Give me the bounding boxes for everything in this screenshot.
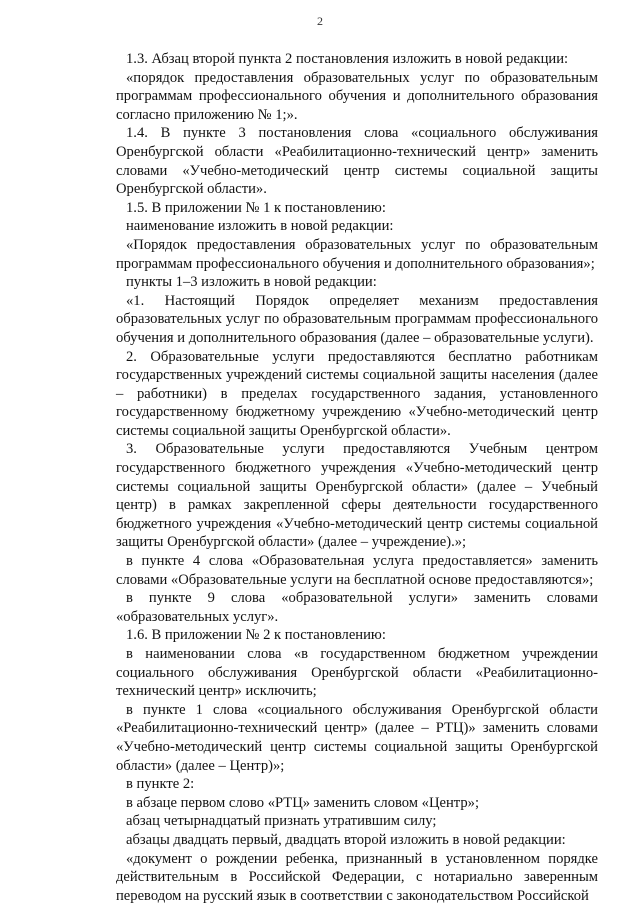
paragraph-point-2-header: в пункте 2: (126, 776, 195, 793)
document-body (116, 50, 598, 905)
paragraph-first-abzac: в абзаце первом слово «РТЦ» заменить словом «Центр»; (126, 794, 480, 811)
paragraph-point-4-change: в пункте 4 слова «Образовательная услуга предоставляется» заменить словами «Образовательные услуги на бесплатной основе предоставляются»; (116, 553, 598, 588)
paragraph-quote-order-title: «порядок предоставления образовательных услуг по образовательным программам профессионального обучения и дополнительного образования согласно приложению № 1;». (116, 69, 598, 123)
paragraph-points-1-3: пункты 1–3 изложить в новой редакции: (126, 274, 377, 291)
paragraph-point-1: «1. Настоящий Порядок определяет механизм предоставления образовательных услуг по образовательным программам профессионального обучения и дополнительного образования (далее – образовательные услуги). (116, 292, 598, 346)
paragraph-title-rename: наименование изложить в новой редакции: (126, 218, 394, 235)
paragraph-1-5: 1.5. В приложении № 1 к постановлению: (126, 199, 386, 216)
paragraph-1-6: 1.6. В приложении № 2 к постановлению: (126, 627, 386, 644)
paragraph-point-3: 3. Образовательные услуги предоставляются Учебным центром государственного бюджетного учреждения «Учебно-методический центр системы социальной защиты Оренбургской области» (далее – Учебный центр) в рамках закрепленной сферы деятельности государственного бюджетного учреждения «Учебно-методический центр системы социальной защиты Оренбургской области» (далее – учреждение).»; (116, 441, 598, 551)
paragraph-1-4: 1.4. В пункте 3 постановления слова «социального обслуживания Оренбургской области «Реабилитационно-технический центр» заменить словами «Учебно-методический центр системы социальной защиты Оренбургской области». (116, 125, 598, 198)
page-number: 2 (317, 14, 323, 28)
paragraph-birth-document: «документ о рождении ребенка, признанный в установленном порядке действительным в Российской Федерации, с нотариально заверенным переводом на русский язык в соответствии с законодательством Российской (116, 850, 598, 904)
paragraph-21-22-abzac: абзацы двадцать первый, двадцать второй изложить в новой редакции: (126, 831, 566, 848)
paragraph-point-2: 2. Образовательные услуги предоставляются бесплатно работникам государственных учреждений системы социальной защиты населения (далее – работники) в пределах государственного задания, установленного государственному бюджетному учреждению «Учебно-методический центр системы социальной защиты Оренбургской области». (116, 348, 598, 439)
paragraph-new-title: «Порядок предоставления образовательных услуг по образовательным программам профессионального обучения и дополнительного образования»; (116, 236, 598, 272)
paragraph-name-change: в наименовании слова «в государственном бюджетном учреждении социального обслуживания Оренбургской области «Реабилитационно-технический центр» исключить; (116, 646, 598, 700)
paragraph-1-3: 1.3. Абзац второй пункта 2 постановления изложить в новой редакции: (126, 51, 569, 67)
paragraph-fourteenth-abzac: абзац четырнадцатый признать утратившим силу; (126, 813, 437, 830)
paragraph-point-1-change: в пункте 1 слова «социального обслуживания Оренбургской области «Реабилитационно-технический центр» (далее – РТЦ)» заменить словами «Учебно-методический центр системы социальной защиты Оренбургской области» (далее – Центр)»; (116, 701, 598, 774)
paragraph-point-9-change: в пункте 9 слова «образовательной услуги» заменить словами «образовательных услуг». (116, 590, 598, 625)
